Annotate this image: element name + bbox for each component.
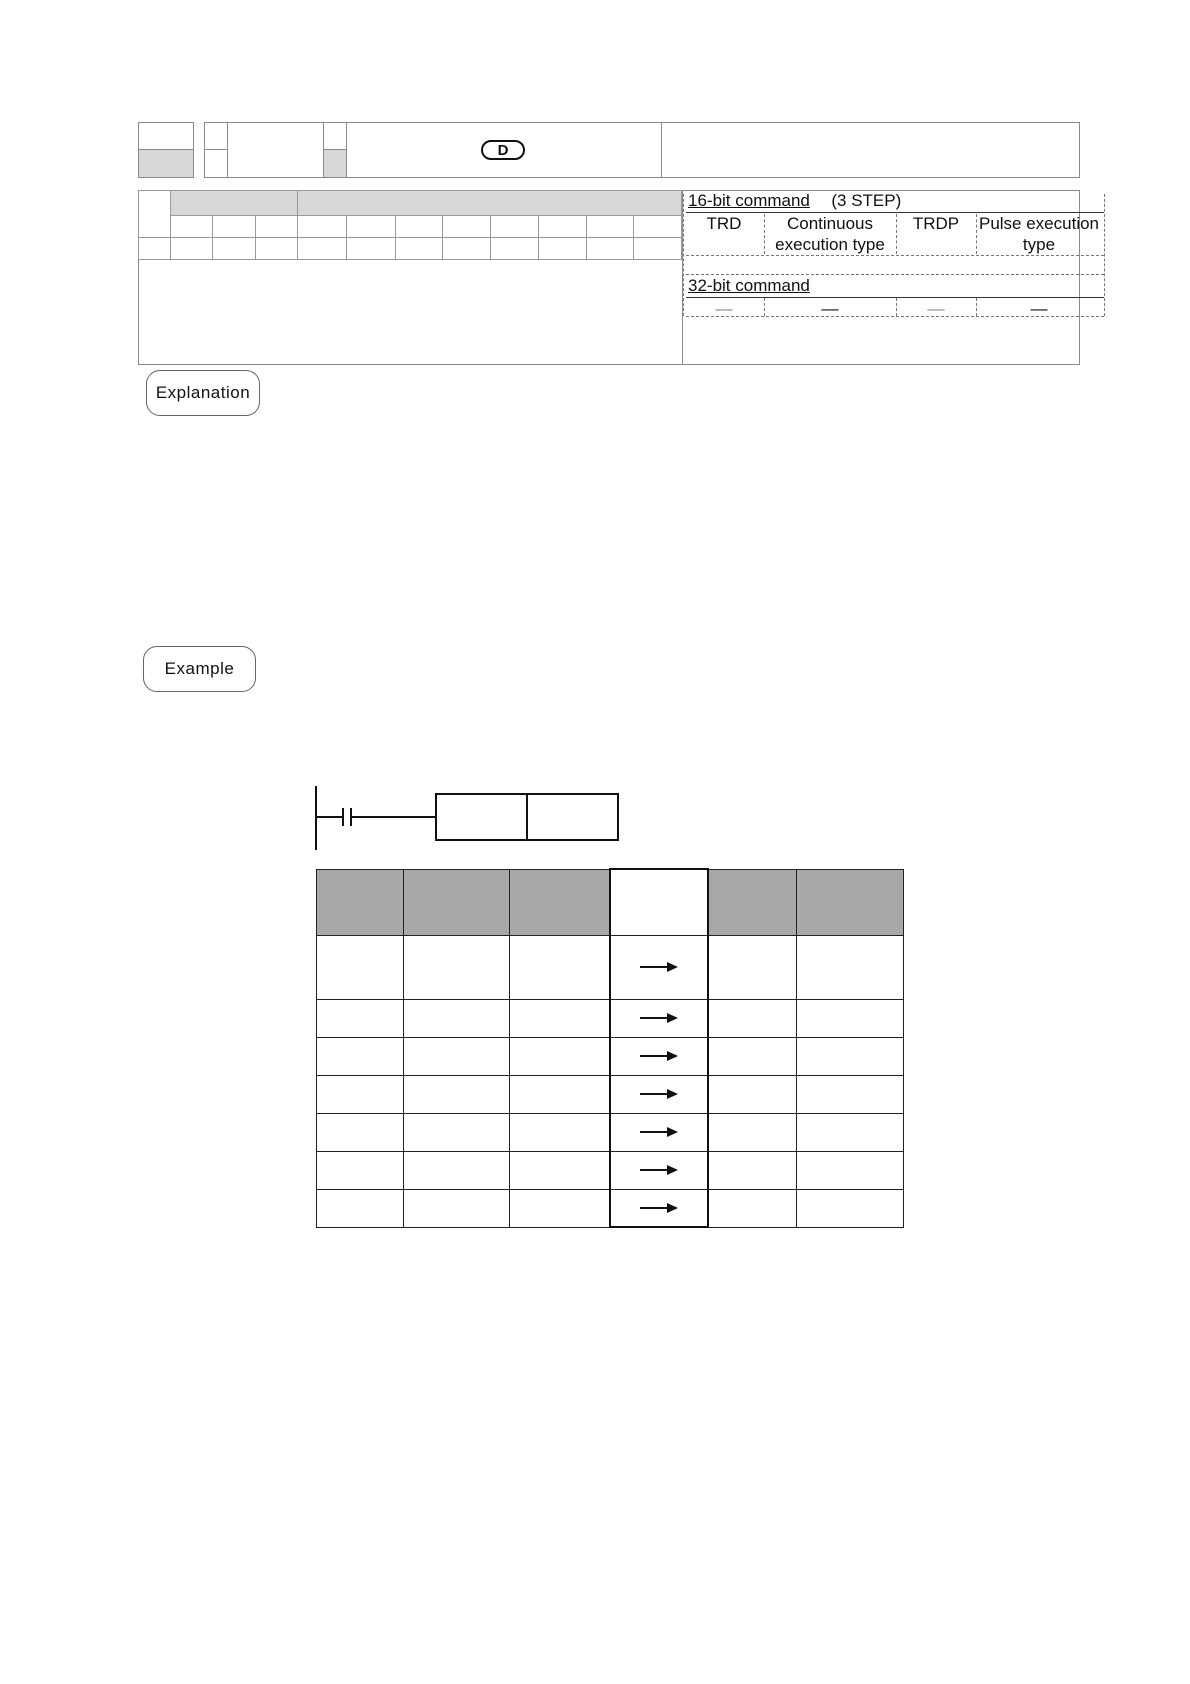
grid-cell bbox=[395, 238, 443, 260]
table-cell bbox=[317, 1189, 404, 1227]
grid-cell bbox=[347, 238, 396, 260]
example-text: Example bbox=[164, 659, 235, 678]
right-arrow-icon bbox=[639, 1201, 679, 1215]
d-symbol-badge bbox=[481, 140, 525, 160]
explanation-label bbox=[146, 370, 260, 416]
table-arrow-cell bbox=[610, 1075, 707, 1113]
table-cell bbox=[708, 1037, 797, 1075]
table-cell bbox=[509, 1189, 610, 1227]
bit16-steps: (3 STEP) bbox=[831, 191, 902, 210]
bit16-title-row bbox=[688, 191, 901, 211]
grid-row-label bbox=[139, 238, 171, 260]
grid-corner-cell bbox=[139, 191, 171, 238]
table-cell bbox=[403, 935, 509, 999]
table-cell bbox=[797, 1113, 904, 1151]
grid-cell bbox=[213, 238, 256, 260]
table-cell bbox=[317, 1075, 404, 1113]
grid-head-cell bbox=[298, 216, 347, 238]
cmd32-sep-1 bbox=[764, 298, 765, 316]
table-row bbox=[317, 1075, 904, 1113]
table-cell bbox=[708, 1151, 797, 1189]
right-arrow-icon bbox=[639, 1163, 679, 1177]
grid-head-cell bbox=[255, 216, 298, 238]
table-cell bbox=[403, 1075, 509, 1113]
bit32-top-dashed bbox=[686, 274, 1104, 275]
table-cell bbox=[708, 1075, 797, 1113]
table-header-cell bbox=[509, 869, 610, 935]
table-cell bbox=[708, 999, 797, 1037]
cmd32-sep-2 bbox=[896, 298, 897, 316]
header-divider-1 bbox=[227, 123, 228, 177]
table-arrow-cell bbox=[610, 1037, 707, 1075]
bit32-bottom-dashed bbox=[686, 316, 1104, 317]
table-cell bbox=[797, 1151, 904, 1189]
table-row bbox=[317, 1113, 904, 1151]
grid-head-cell bbox=[586, 216, 634, 238]
table-cell bbox=[317, 1113, 404, 1151]
grid-cell bbox=[586, 238, 634, 260]
table-row bbox=[317, 1151, 904, 1189]
table-cell bbox=[797, 1075, 904, 1113]
grid-cell bbox=[298, 238, 347, 260]
table-cell bbox=[509, 1113, 610, 1151]
right-arrow-icon bbox=[639, 1011, 679, 1025]
header-api-shade bbox=[139, 149, 193, 177]
table-arrow-cell bbox=[610, 1113, 707, 1151]
grid-head-cell bbox=[634, 216, 682, 238]
table-row bbox=[317, 1037, 904, 1075]
table-cell bbox=[403, 1151, 509, 1189]
bit16-label: 16-bit command bbox=[688, 191, 810, 210]
table-cell bbox=[403, 1189, 509, 1227]
table-cell bbox=[797, 1189, 904, 1227]
table-cell bbox=[317, 1037, 404, 1075]
grid-head-cell bbox=[213, 216, 256, 238]
grid-cell bbox=[255, 238, 298, 260]
command-panel bbox=[682, 190, 1100, 365]
cmd32-col-2: — bbox=[821, 299, 839, 318]
grid-cell bbox=[539, 238, 587, 260]
bit32-title-row bbox=[688, 276, 810, 296]
explanation-text: Explanation bbox=[155, 383, 251, 402]
grid-cell bbox=[170, 238, 213, 260]
table-row bbox=[317, 999, 904, 1037]
table-cell bbox=[403, 1037, 509, 1075]
cmd-right-dashed-border bbox=[1104, 194, 1105, 316]
table-cell bbox=[403, 1113, 509, 1151]
table-header-cell bbox=[797, 869, 904, 935]
table-arrow-cell bbox=[610, 999, 707, 1037]
cmd32-col-3: — bbox=[927, 299, 945, 318]
d-symbol-text: D bbox=[497, 141, 509, 159]
table-header-row bbox=[317, 869, 904, 935]
table-row bbox=[317, 935, 904, 999]
grid-head-cell bbox=[539, 216, 587, 238]
table-cell bbox=[317, 935, 404, 999]
table-cell bbox=[403, 999, 509, 1037]
table-header-cell bbox=[317, 869, 404, 935]
table-arrow-cell bbox=[610, 1151, 707, 1189]
table-arrow-cell bbox=[610, 935, 707, 999]
right-arrow-icon bbox=[639, 1125, 679, 1139]
table-cell bbox=[317, 999, 404, 1037]
cmd-sep-2 bbox=[896, 214, 897, 254]
grid-word-device-header bbox=[298, 191, 682, 216]
cmd-pulse-type: Pulse execution type bbox=[978, 214, 1100, 254]
header-divider-3 bbox=[346, 123, 347, 177]
table-cell bbox=[509, 1075, 610, 1113]
table-cell bbox=[509, 1037, 610, 1075]
table-cell bbox=[708, 1113, 797, 1151]
cmd-trd: TRD bbox=[706, 214, 742, 233]
example-label bbox=[143, 646, 256, 692]
grid-head-cell bbox=[395, 216, 443, 238]
table-body bbox=[317, 935, 904, 1227]
header-divider-4 bbox=[661, 123, 662, 177]
table-row bbox=[317, 1189, 904, 1227]
cmd32-col-1: — bbox=[715, 299, 733, 318]
cmd-trdp: TRDP bbox=[912, 214, 960, 233]
table-cell bbox=[797, 935, 904, 999]
table-cell bbox=[708, 935, 797, 999]
cmd32-sep-3 bbox=[976, 298, 977, 316]
table-cell bbox=[509, 935, 610, 999]
table-cell bbox=[708, 1189, 797, 1227]
table-cell bbox=[509, 999, 610, 1037]
grid-head-cell bbox=[347, 216, 396, 238]
grid-cell bbox=[443, 238, 491, 260]
bit32-label: 32-bit command bbox=[688, 276, 810, 295]
grid-head-cell bbox=[443, 216, 491, 238]
grid-head-cell bbox=[170, 216, 213, 238]
cmd-left-dashed-border bbox=[683, 194, 684, 316]
grid-bit-device-header bbox=[170, 191, 298, 216]
bit16-bottom-dashed bbox=[686, 255, 1104, 256]
table-arrow-header-cell bbox=[610, 869, 707, 935]
table-cell bbox=[317, 1151, 404, 1189]
grid-head-cell bbox=[490, 216, 539, 238]
table-arrow-cell bbox=[610, 1189, 707, 1227]
cmd32-col-4: — bbox=[1030, 299, 1048, 318]
header-p-shade bbox=[324, 150, 346, 177]
ladder-diagram bbox=[310, 782, 630, 854]
cmd-sep-1 bbox=[764, 214, 765, 254]
operand-device-grid bbox=[138, 190, 682, 260]
right-arrow-icon bbox=[639, 960, 679, 974]
grid-cell bbox=[634, 238, 682, 260]
cmd-sep-3 bbox=[976, 214, 977, 254]
header-api-number-cell bbox=[138, 122, 194, 178]
right-arrow-icon bbox=[639, 1087, 679, 1101]
table-header-cell bbox=[403, 869, 509, 935]
table-cell bbox=[797, 1037, 904, 1075]
table-header-cell bbox=[708, 869, 797, 935]
table-cell bbox=[509, 1151, 610, 1189]
table-cell bbox=[797, 999, 904, 1037]
header-mnemonic-block bbox=[204, 122, 1080, 178]
right-arrow-icon bbox=[639, 1049, 679, 1063]
header-hline-left bbox=[205, 149, 227, 150]
rtc-data-table bbox=[316, 868, 904, 1228]
grid-cell bbox=[490, 238, 539, 260]
cmd-continuous-type: Continuous execution type bbox=[775, 214, 885, 254]
